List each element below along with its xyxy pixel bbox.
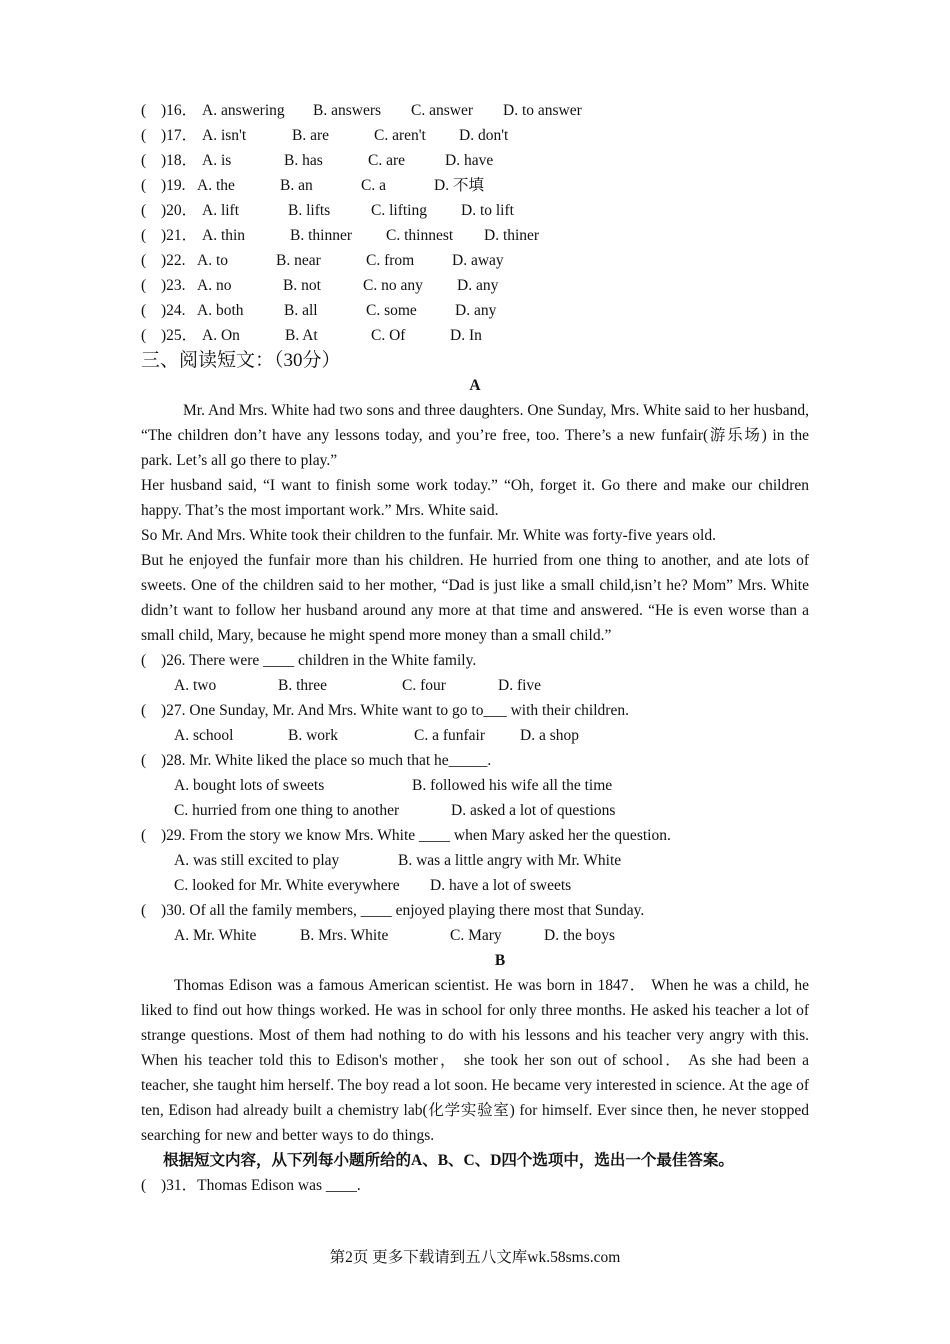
mc-question-24: ( )24. A. both B. all C. some D. any	[141, 302, 497, 319]
question-31: ( )31．Thomas Edison was ____.	[141, 1177, 361, 1194]
mc-question-17: ( )17． A. isn't B. are C. aren't D. don't	[141, 127, 509, 144]
passage-b-label: B	[494, 952, 506, 969]
question-28: ( )28. Mr. White liked the place so much that he_____.	[141, 752, 492, 769]
question-30-options: A. Mr. White B. Mrs. White C. Mary D. the boys	[174, 927, 616, 944]
question-28-options-row-1: A. bought lots of sweets B. followed his wife all the time	[174, 777, 613, 794]
question-29-options-row-1: A. was still excited to play B. was a little angry with Mr. White	[174, 852, 622, 869]
question-27-options: A. school B. work C. a funfair D. a shop	[174, 727, 579, 744]
passage-b-paragraph: Thomas Edison was a famous American scientist. He was born in 1847． When he was a child, he liked to find out how things worked. He was in school for only three months. He asked his teacher a lot of strange questions. Most of them had nothing to do with his lessons and his teacher very angry with this. When his teacher told this to Edison's mother， she took her son out of school． As she had been a teacher, she taught him herself. The boy read a lot soon. He became very interested in science. At the age of ten, Edison had already built a chemistry lab(化学实验室) for himself. Ever since then, he never stopped searching for new and better ways to do things.	[141, 977, 809, 1144]
passage-b-instruction: 根据短文内容，从下列每小题所给的A、B、C、D四个选项中，选出一个最佳答案。	[163, 1152, 734, 1169]
passage-a-paragraph-1: Mr. And Mrs. White had two sons and three daughters. One Sunday, Mrs. White said to her husband, “The children don’t have any lessons today, and you’re free, too. There’s a new funfair(游乐场) in the park. Let’s all go there to play.”	[141, 402, 809, 469]
question-30: ( )30. Of all the family members, ____ enjoyed playing there most that Sunday.	[141, 902, 645, 919]
page-footer: 第2页 更多下载请到五八文库wk.58sms.com	[329, 1249, 621, 1266]
mc-question-19: ( )19. A. the B. an C. a D. 不填	[141, 177, 484, 194]
passage-a-paragraph-3: So Mr. And Mrs. White took their children to the funfair. Mr. White was forty-five years old.	[141, 527, 716, 544]
document-page	[141, 98, 809, 1198]
multiple-choice-list	[141, 98, 809, 348]
passage-a-paragraph-4: But he enjoyed the funfair more than his children. He hurried from one thing to another, and ate lots of sweets. One of the children said to her mother, “Dad is just like a small child,isn’t he? Mom” Mrs. White didn’t want to follow her husband around any more at that time and answered. “He is even worse than a small child, Mary, because he might spend more money than a small child.”	[141, 552, 809, 644]
question-26: ( )26. There were ____ children in the White family.	[141, 652, 477, 669]
passage-a-label: A	[469, 377, 481, 394]
mc-question-20: ( )20． A. lift B. lifts C. lifting D. to lift	[141, 202, 514, 219]
question-26-options: A. two B. three C. four D. five	[174, 677, 542, 694]
section-three-title: 三、阅读短文：（30分）	[141, 350, 341, 371]
question-29: ( )29. From the story we know Mrs. White ____ when Mary asked her the question.	[141, 827, 671, 844]
mc-question-16: ( )16． A. answering B. answers C. answer D. to answer	[141, 102, 582, 119]
mc-question-22: ( )22. A. to B. near C. from D. away	[141, 252, 504, 269]
question-28-options-row-2: C. hurried from one thing to another D. asked a lot of questions	[174, 802, 616, 819]
mc-question-23: ( )23. A. no B. not C. no any D. any	[141, 277, 499, 294]
mc-question-18: ( )18． A. is B. has C. are D. have	[141, 152, 494, 169]
mc-question-25: ( )25． A. On B. At C. Of D. In	[141, 327, 482, 344]
question-29-options-row-2: C. looked for Mr. White everywhere D. have a lot of sweets	[174, 877, 572, 894]
question-27: ( )27. One Sunday, Mr. And Mrs. White want to go to___ with their children.	[141, 702, 629, 719]
mc-question-21: ( )21． A. thin B. thinner C. thinnest D. thiner	[141, 227, 540, 244]
passage-a-paragraph-2: Her husband said, “I want to finish some work today.” “Oh, forget it. Go there and make our children happy. That’s the most important work.” Mrs. White said.	[141, 477, 809, 519]
